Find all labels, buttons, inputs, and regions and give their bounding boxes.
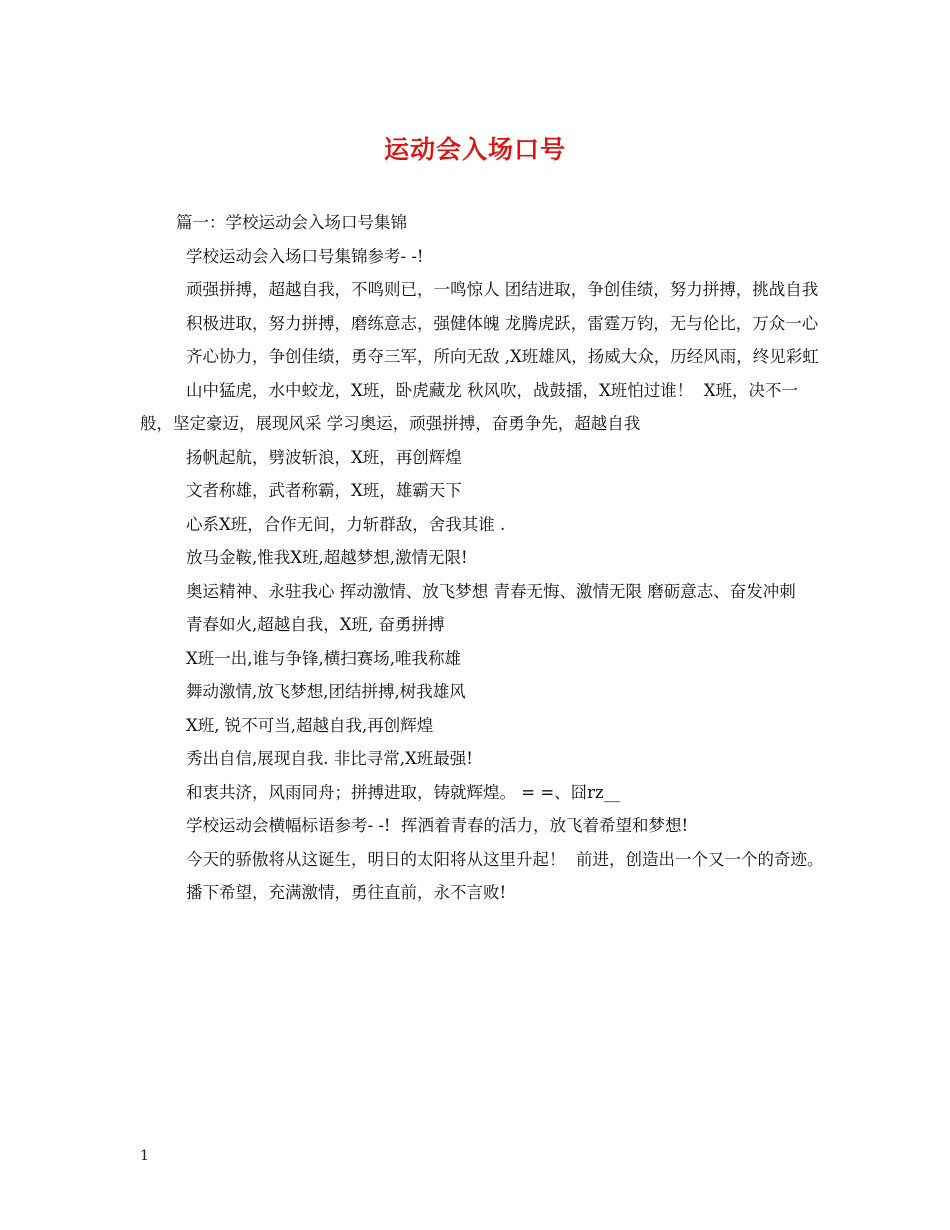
paragraph: 舞动激情,放飞梦想,团结拼搏,树我雄风 — [186, 682, 466, 701]
paragraph: 心系X班，合作无间，力斩群敌，舍我其谁 . — [186, 514, 506, 534]
paragraph: 播下希望，充满激情，勇往直前，永不言败! — [186, 883, 507, 902]
document-title: 运动会入场口号 — [383, 135, 566, 164]
paragraph: 秀出自信,展现自我. 非比寻常,X班最强! — [186, 749, 473, 768]
document-body — [140, 206, 830, 910]
paragraph: 齐心协力，争创佳绩，勇夺三军，所向无敌 ,X班雄风，扬威大众，历经风雨，终见彩虹 — [186, 347, 819, 366]
section-heading: 篇一：学校运动会入场口号集锦 — [176, 213, 407, 232]
paragraph: 今天的骄傲将从这诞生，明日的太阳将从这里升起！ 前进，创造出一个又一个的奇迹。 — [186, 849, 824, 869]
paragraph: 学校运动会横幅标语参考- -! 挥洒着青春的活力，放飞着希望和梦想! — [186, 816, 689, 835]
paragraph: 学校运动会入场口号集锦参考- -! — [186, 246, 424, 266]
paragraph: 山中猛虎，水中蛟龙，X班，卧虎藏龙 秋风吹，战鼓擂，X班怕过谁！ X班，决不一般，坚定豪迈，展现风采 学习奥运，顽强拼搏，奋勇争先，超越自我 — [140, 380, 798, 433]
paragraph: 和衷共济，风雨同舟；拼搏进取，铸就辉煌。 = =、囧rz__ — [186, 782, 621, 802]
paragraph: 顽强拼搏，超越自我，不鸣则已，一鸣惊人 团结进取，争创佳绩，努力拼搏，挑战自我 — [186, 280, 819, 299]
paragraph: 青春如火,超越自我，X班, 奋勇拼搏 — [186, 615, 445, 634]
paragraph: 积极进取，努力拼搏，磨练意志，强健体魄 龙腾虎跃，雷霆万钧，无与伦比，万众一心 — [186, 313, 819, 333]
paragraph: X班, 锐不可当,超越自我,再创辉煌 — [186, 715, 434, 735]
paragraph: 奥运精神、永驻我心 挥动激情、放飞梦想 青春无悔、激情无限 磨砺意志、奋发冲刺 — [186, 581, 796, 601]
page-number: 1 — [140, 1148, 149, 1164]
paragraph: 放马金鞍,惟我X班,超越梦想,激情无限! — [186, 548, 468, 567]
paragraph: 扬帆起航，劈波斩浪，X班，再创辉煌 — [186, 447, 462, 467]
paragraph: X班一出,谁与争锋,横扫赛场,唯我称雄 — [186, 648, 461, 668]
paragraph: 文者称雄，武者称霸，X班，雄霸天下 — [186, 481, 462, 500]
